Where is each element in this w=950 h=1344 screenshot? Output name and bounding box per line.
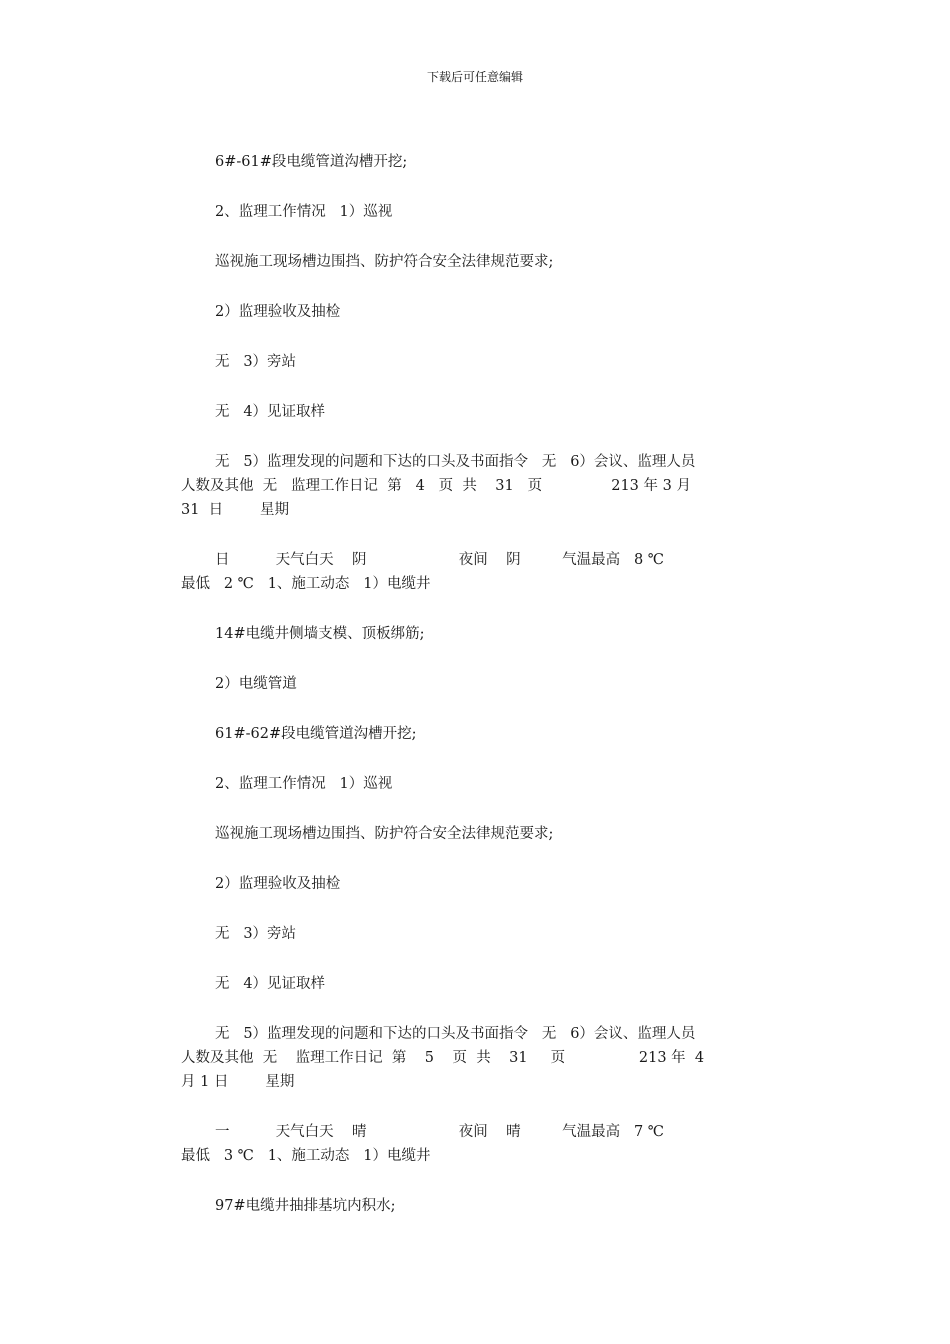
paragraph: 2、监理工作情况 1）巡视 (215, 776, 393, 792)
weather-line: 一 天气白天 晴 夜间 晴 气温最高 7 ℃ (215, 1124, 665, 1140)
weather-block (181, 1120, 771, 1168)
document-body (181, 150, 771, 1244)
paragraph: 97#电缆井抽排基坑内积水; (215, 1198, 396, 1214)
weather-line: 最低 3 ℃ 1、施工动态 1）电缆井 (181, 1148, 431, 1164)
paragraph: 无 3）旁站 (215, 926, 297, 942)
header-note: 下载后可任意编辑 (426, 70, 523, 84)
log-entry-block (181, 1022, 771, 1094)
log-entry-block (181, 450, 771, 522)
log-line: 31 日 星期 (181, 502, 290, 518)
log-line: 无 5）监理发现的问题和下达的口头及书面指令 无 6）会议、监理人员 (215, 1026, 696, 1042)
paragraph: 2）监理验收及抽检 (215, 876, 341, 892)
paragraph: 无 3）旁站 (215, 354, 297, 370)
log-line: 月 1 日 星期 (181, 1074, 295, 1090)
paragraph: 巡视施工现场槽边围挡、防护符合安全法律规范要求; (215, 254, 554, 270)
paragraph: 2）电缆管道 (215, 676, 297, 692)
paragraph: 14#电缆井侧墙支模、顶板绑筋; (215, 626, 425, 642)
paragraph: 6#-61#段电缆管道沟槽开挖; (215, 154, 408, 170)
log-line: 人数及其他 无 监理工作日记 第 4 页 共 31 页 213 年 3 月 (181, 478, 691, 494)
paragraph: 61#-62#段电缆管道沟槽开挖; (215, 726, 417, 742)
paragraph: 巡视施工现场槽边围挡、防护符合安全法律规范要求; (215, 826, 554, 842)
log-line: 人数及其他 无 监理工作日记 第 5 页 共 31 页 213 年 4 (181, 1050, 705, 1066)
paragraph: 无 4）见证取样 (215, 976, 326, 992)
weather-line: 最低 2 ℃ 1、施工动态 1）电缆井 (181, 576, 431, 592)
paragraph: 无 4）见证取样 (215, 404, 326, 420)
weather-block (181, 548, 771, 596)
paragraph: 2）监理验收及抽检 (215, 304, 341, 320)
log-line: 无 5）监理发现的问题和下达的口头及书面指令 无 6）会议、监理人员 (215, 454, 696, 470)
weather-line: 日 天气白天 阴 夜间 阴 气温最高 8 ℃ (215, 552, 665, 568)
paragraph: 2、监理工作情况 1）巡视 (215, 204, 393, 220)
